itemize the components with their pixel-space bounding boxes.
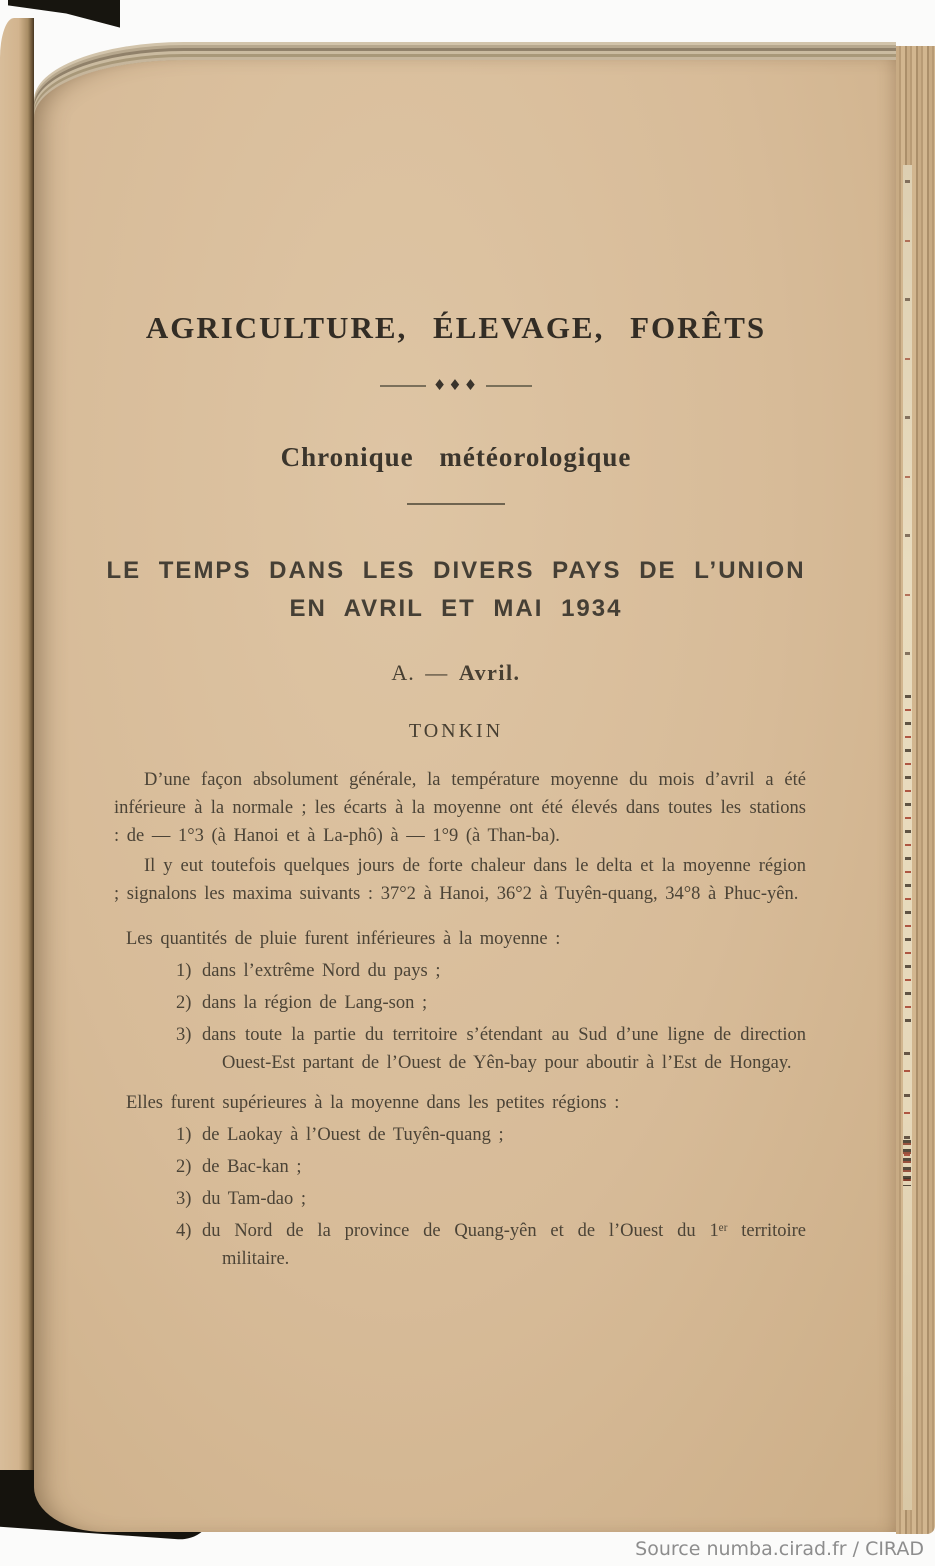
list-item bbox=[114, 1153, 806, 1181]
rain-deficit-list bbox=[114, 957, 806, 1077]
list-item-marker: 1) bbox=[176, 961, 192, 981]
list-item-text: dans toute la partie du territoire s’étendant au Sud d’une ligne de direction Ouest-Est partant de l’Ouest de Yên-bay pour aboutir à l’Est de Hongay. bbox=[202, 1025, 806, 1073]
list-item-text: de Bac-kan ; bbox=[202, 1157, 302, 1177]
list-item bbox=[114, 1121, 806, 1149]
divider-line bbox=[380, 385, 426, 387]
article-title-line2: EN AVRIL ET MAI 1934 bbox=[289, 595, 623, 622]
list-item bbox=[114, 989, 806, 1017]
rain-deficit-intro: Les quantités de pluie furent inférieures à la moyenne : bbox=[126, 929, 561, 949]
diamond-ornament-icon: ♦♦♦ bbox=[432, 376, 480, 394]
list-item-marker: 3) bbox=[176, 1189, 192, 1209]
list-item-text: dans l’extrême Nord du pays ; bbox=[202, 961, 441, 981]
page-edge-print-marks bbox=[905, 180, 910, 660]
article-title-line1: LE TEMPS DANS LES DIVERS PAYS DE L’UNION bbox=[106, 557, 806, 584]
divider-line bbox=[486, 385, 532, 387]
subsection-letter: A. — bbox=[391, 660, 459, 685]
section-title: AGRICULTURE, ÉLEVAGE, FORÊTS bbox=[145, 310, 767, 345]
list-item bbox=[114, 957, 806, 985]
list-item-marker: 2) bbox=[176, 1157, 192, 1177]
page-stack-fore-edge bbox=[896, 46, 935, 1534]
body-text bbox=[114, 764, 806, 1273]
list-item-marker: 2) bbox=[176, 993, 192, 1013]
list-item bbox=[114, 1217, 806, 1273]
region-heading: TONKIN bbox=[408, 720, 504, 742]
subsection-name: Avril. bbox=[458, 660, 521, 685]
list-item-text: dans la région de Lang-son ; bbox=[202, 993, 428, 1013]
rain-surplus-intro: Elles furent supérieures à la moyenne dans les petites régions : bbox=[126, 1093, 620, 1113]
source-credit: Source numba.cirad.fr / CIRAD bbox=[635, 1538, 924, 1560]
ornament-divider bbox=[100, 378, 812, 393]
list-item-marker: 3) bbox=[176, 1025, 192, 1045]
rain-surplus-list bbox=[114, 1121, 806, 1273]
paragraph: Il y eut toutefois quelques jours de forte chaleur dans le delta et la moyenne région ; signalons les maxima suivants : 37°2 à Hanoi, 36°2 à Tuyên-quang, 34°8 à Phuc-yên. bbox=[114, 856, 806, 904]
chapter-title-rule bbox=[407, 503, 505, 505]
chapter-title: Chronique météorologique bbox=[280, 442, 632, 472]
page-edge-print-marks bbox=[905, 695, 911, 1025]
list-item-marker: 1) bbox=[176, 1125, 192, 1145]
list-item-text: du Nord de la province de Quang-yên et de l’Ouest du 1ᵉʳ territoire militaire. bbox=[202, 1221, 806, 1269]
list-item bbox=[114, 1021, 806, 1077]
list-item-marker: 4) bbox=[176, 1221, 192, 1241]
list-item bbox=[114, 1185, 806, 1213]
list-item-text: du Tam-dao ; bbox=[202, 1189, 307, 1209]
list-item-text: de Laokay à l’Ouest de Tuyên-quang ; bbox=[202, 1125, 504, 1145]
article-title bbox=[100, 552, 812, 628]
paragraph: D’une façon absolument générale, la température moyenne du mois d’avril a été inférieure à la normale ; les écarts à la moyenne ont été élevés dans toutes les stations : de — 1°3 (à Hanoi et à La-phô) à — 1°9 (à Than-ba). bbox=[114, 770, 806, 846]
subsection-heading bbox=[100, 660, 812, 686]
page-edge-print-marks bbox=[903, 1140, 911, 1186]
facing-page-edge bbox=[0, 18, 34, 1470]
